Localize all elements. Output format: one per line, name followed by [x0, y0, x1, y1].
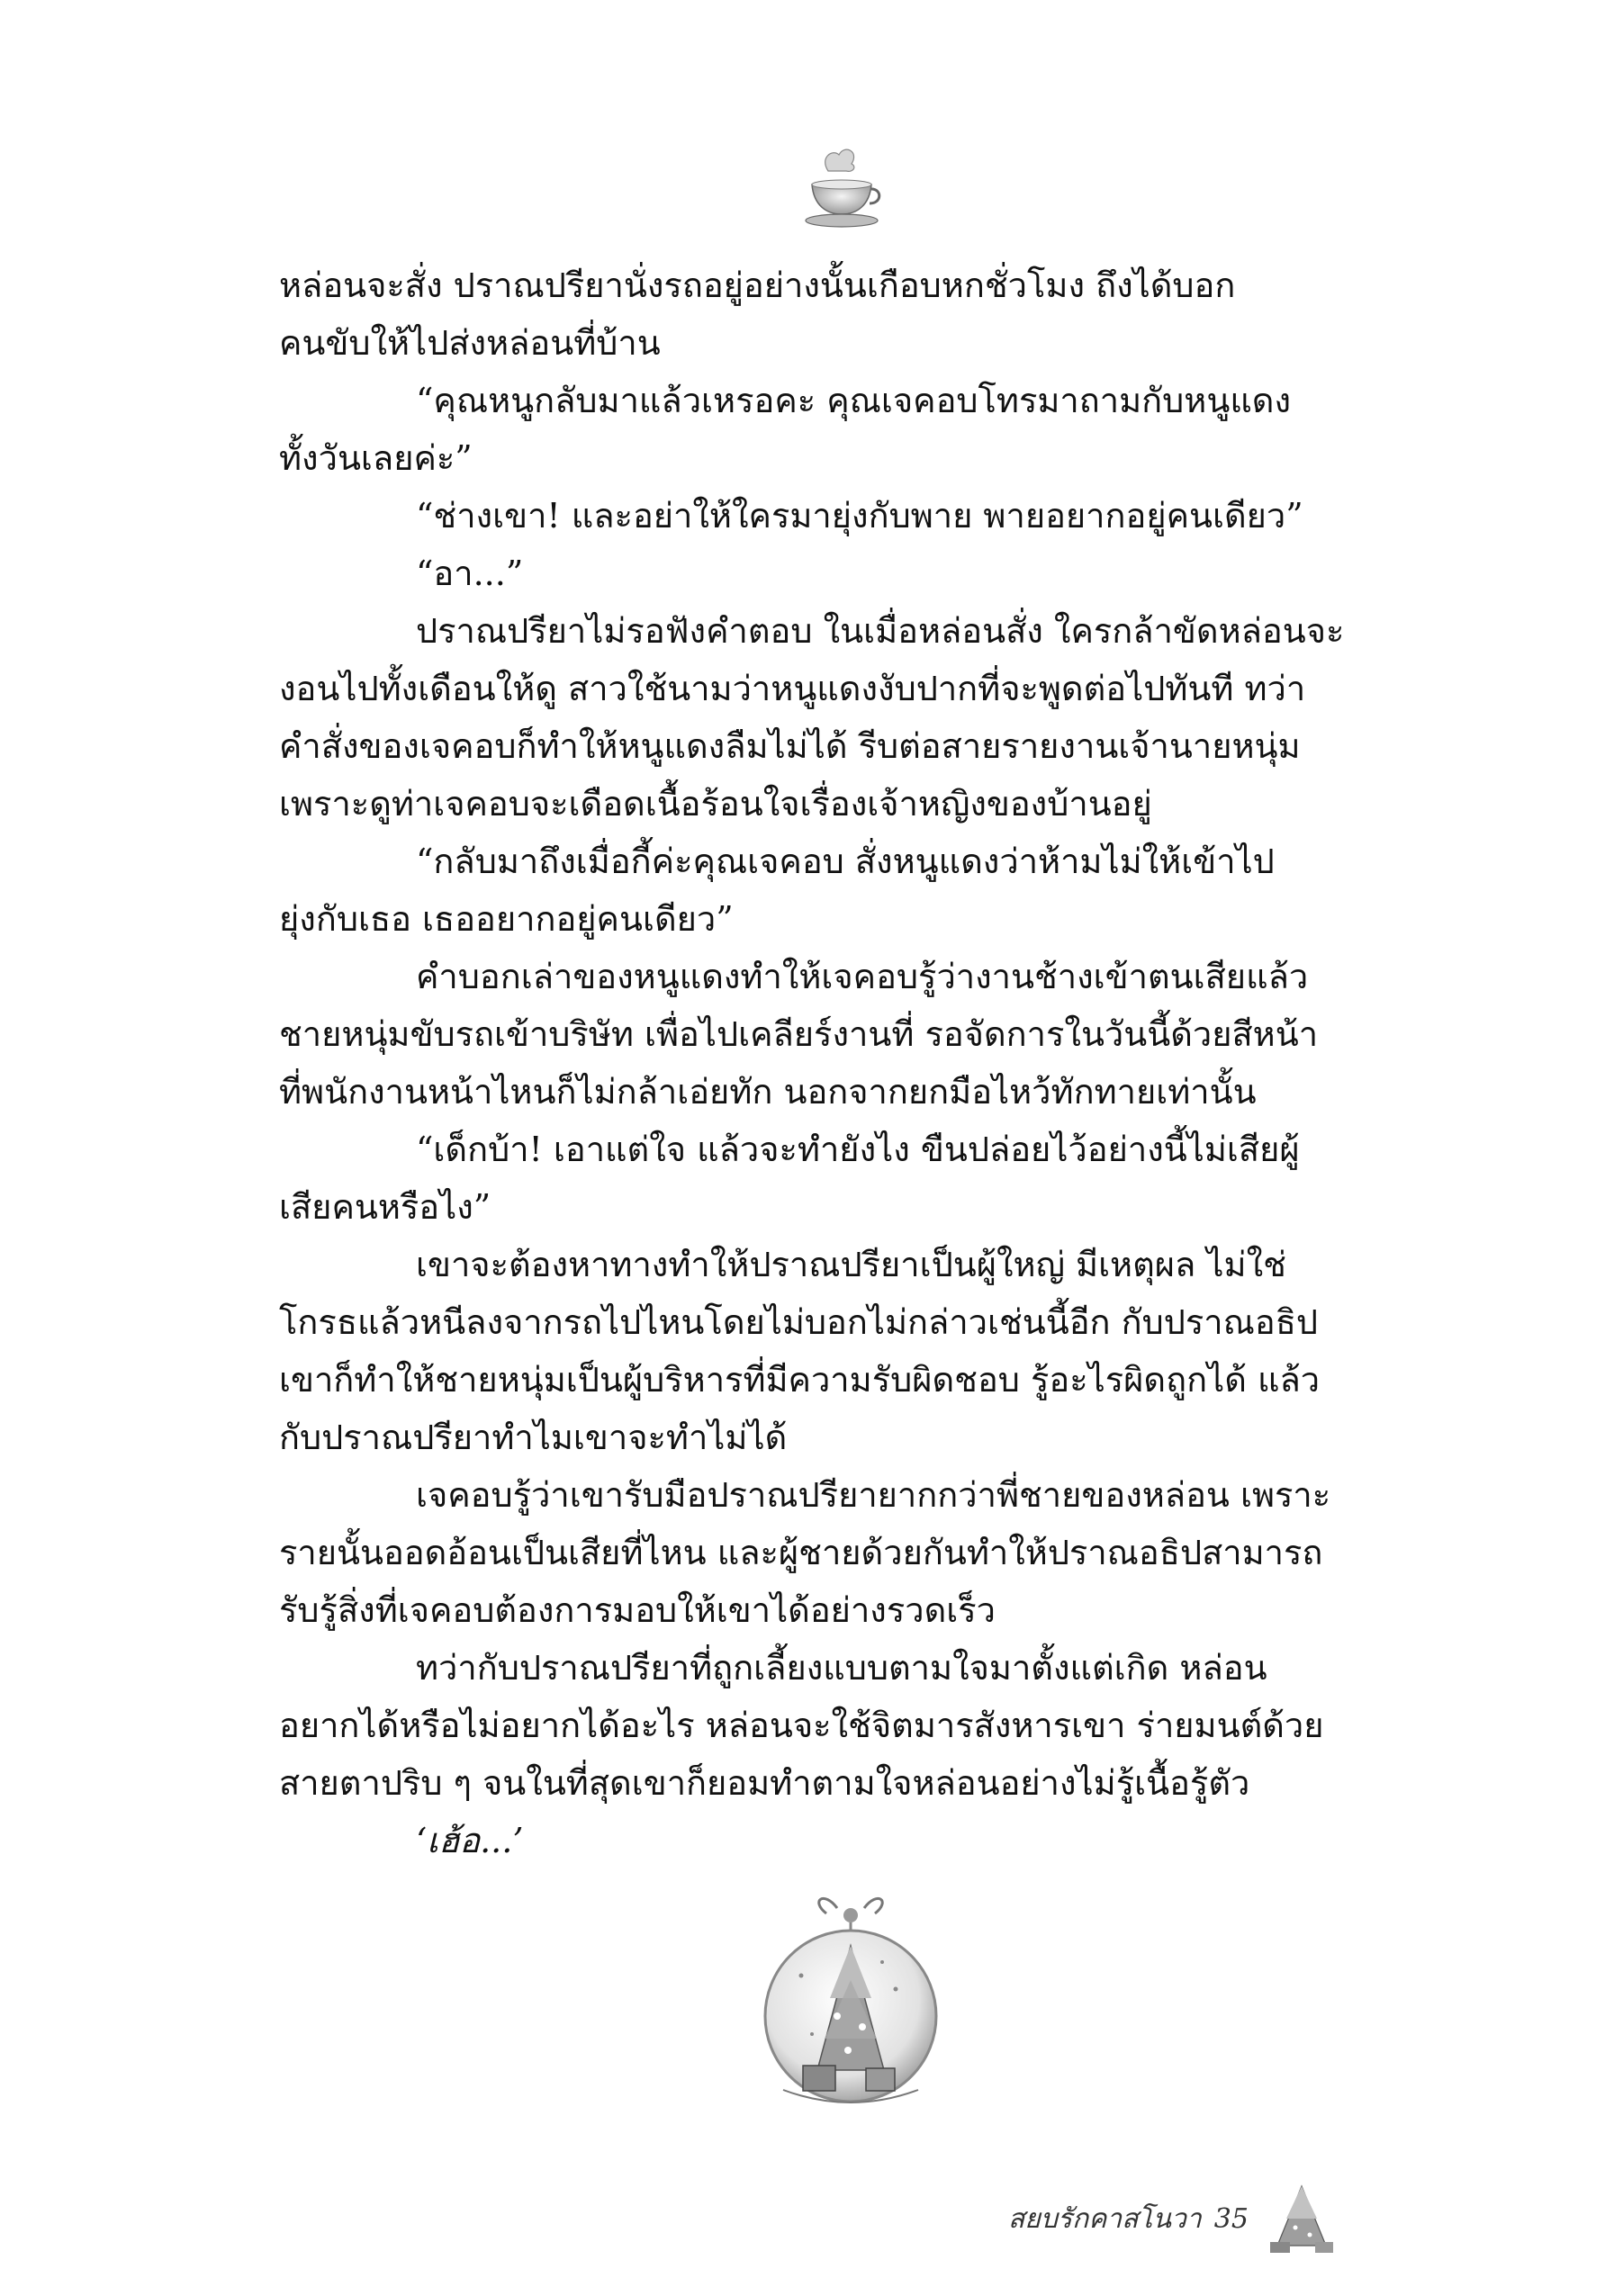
page-number: 35 — [1213, 2202, 1249, 2235]
text-line: ทว่ากับปราณปรียาที่ถูกเลี้ยงแบบตามใจมาตั้งแต่เกิด หล่อน — [416, 1648, 1267, 1688]
text-line: เพราะดูท่าเจคอบจะเดือดเนื้อร้อนใจเรื่องเจ้าหญิงของบ้านอยู่ — [279, 784, 1152, 824]
snow-globe-christmas-tree-icon — [747, 1890, 954, 2133]
text-line: ที่พนักงานหน้าไหนก็ไม่กล้าเอ่ยทัก นอกจากยกมือไหว้ทักทายเท่านั้น — [279, 1072, 1257, 1112]
text-line: ทั้งวันเลยค่ะ” — [279, 438, 473, 478]
text-line: “คุณหนูกลับมาแล้วเหรอคะ คุณเจคอบโทรมาถามกับหนูแดง — [416, 381, 1292, 420]
text-line: “อา...” — [416, 554, 524, 593]
text-line: เขาก็ทำให้ชายหนุ่มเป็นผู้บริหารที่มีความรับผิดชอบ รู้อะไรผิดถูกได้ แล้ว — [279, 1360, 1321, 1400]
text-line: “เด็กบ้า! เอาแต่ใจ แล้วจะทำยังไง ขืนปล่อยไว้อย่างนี้ไม่เสียผู้ — [416, 1130, 1300, 1169]
text-line: คนขับให้ไปส่งหล่อนที่บ้าน — [279, 323, 661, 363]
christmas-tree-icon — [1261, 2183, 1342, 2255]
text-line: รับรู้สิ่งที่เจคอบต้องการมอบให้เขาได้อย่างรวดเร็ว — [279, 1590, 996, 1630]
text-line: “กลับมาถึงเมื่อกี้ค่ะคุณเจคอบ สั่งหนูแดงว่าห้ามไม่ให้เข้าไป — [416, 842, 1275, 881]
text-line: เจคอบรู้ว่าเขารับมือปราณปรียายากกว่าพี่ชายของหล่อน เพราะ — [416, 1475, 1331, 1515]
text-line: งอนไปทั้งเดือนให้ดู สาวใช้นามว่าหนูแดงงับปากที่จะพูดต่อไปทันที ทว่า — [279, 669, 1306, 708]
text-line: คำสั่งของเจคอบก็ทำให้หนูแดงลืมไม่ได้ รีบต่อสายรายงานเจ้านายหนุ่ม — [279, 726, 1301, 766]
text-line: รายนั้นออดอ้อนเป็นเสียที่ไหน และผู้ชายด้วยกันทำให้ปราณอธิปสามารถ — [279, 1533, 1323, 1572]
text-line: ยุ่งกับเธอ เธออยากอยู่คนเดียว” — [279, 899, 734, 939]
text-line: เขาจะต้องหาทางทำให้ปราณปรียาเป็นผู้ใหญ่ มีเหตุผล ไม่ใช่ — [416, 1245, 1286, 1284]
text-line: คำบอกเล่าของหนูแดงทำให้เจคอบรู้ว่างานช้างเข้าตนเสียแล้ว — [416, 957, 1309, 996]
text-line: ‘เฮ้อ...’ — [416, 1821, 524, 1860]
body-text — [279, 257, 1409, 1869]
book-title: สยบรักคาสโนวา — [1008, 2202, 1202, 2235]
text-line: “ช่างเขา! และอย่าให้ใครมายุ่งกับพาย พายอยากอยู่คนเดียว” — [416, 496, 1303, 536]
text-line: ปราณปรียาไม่รอฟังคำตอบ ในเมื่อหล่อนสั่ง ใครกล้าขัดหล่อนจะ — [416, 611, 1345, 651]
text-line: ชายหนุ่มขับรถเข้าบริษัท เพื่อไปเคลียร์งานที่ รอจัดการในวันนี้ด้วยสีหน้า — [279, 1014, 1319, 1054]
teacup-icon — [792, 135, 891, 234]
text-line: เสียคนหรือไง” — [279, 1187, 491, 1227]
text-line: สายตาปริบ ๆ จนในที่สุดเขาก็ยอมทำตามใจหล่อนอย่างไม่รู้เนื้อรู้ตัว — [279, 1763, 1250, 1803]
text-line: โกรธแล้วหนีลงจากรถไปไหนโดยไม่บอกไม่กล่าวเช่นนี้อีก กับปราณอธิป — [279, 1302, 1319, 1342]
text-line: หล่อนจะสั่ง ปราณปรียานั่งรถอยู่อย่างนั้นเกือบหกชั่วโมง ถึงได้บอก — [279, 266, 1236, 305]
text-line: อยากได้หรือไม่อยากได้อะไร หล่อนจะใช้จิตมารสังหารเขา ร่ายมนต์ด้วย — [279, 1706, 1324, 1745]
text-line: กับปราณปรียาทำไมเขาจะทำไม่ได้ — [279, 1418, 788, 1457]
page-footer — [1008, 2196, 1342, 2241]
